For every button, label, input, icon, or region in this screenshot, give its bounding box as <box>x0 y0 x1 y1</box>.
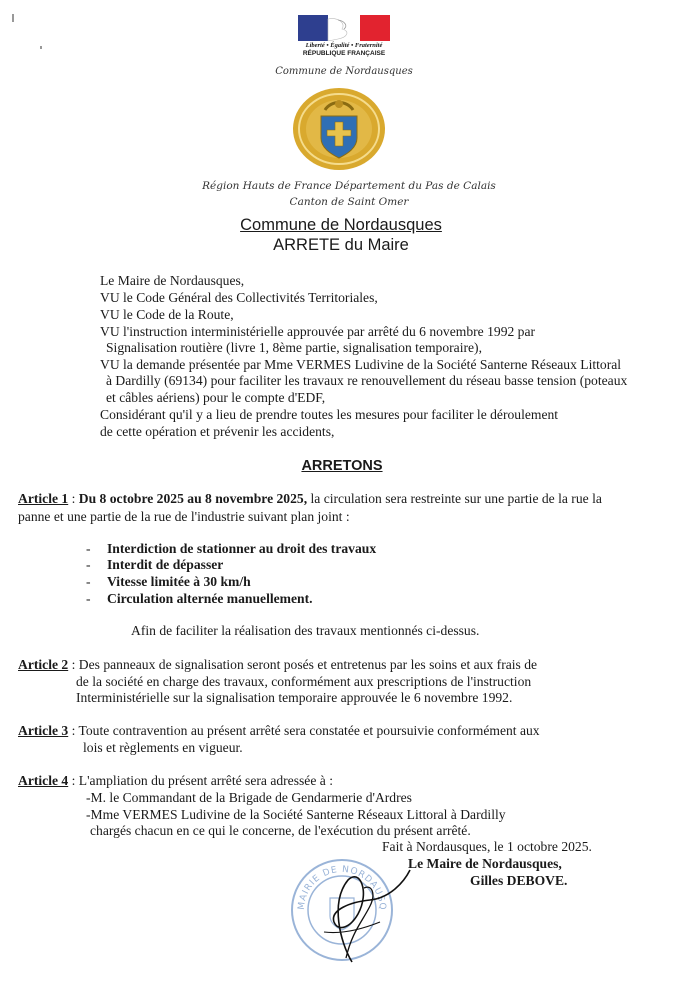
preamble-line: de cette opération et prévenir les accidents, <box>100 424 335 439</box>
signatory-name: Gilles DEBOVE. <box>470 873 568 888</box>
preamble-line: à Dardilly (69134) pour faciliter les travaux re renouvellement du réseau basse tension (poteaux <box>106 373 628 388</box>
list-item: - Vitesse limitée à 30 km/h <box>86 574 251 589</box>
list-item: - Interdit de dépasser <box>86 557 224 572</box>
preamble-line: VU l'instruction interministérielle approuvée par arrêté du 6 novembre 1992 par <box>100 324 536 339</box>
stamp-text: MAIRIE DE NORDAUSQ <box>296 864 388 912</box>
article-2-label: Article 2 <box>18 657 69 672</box>
preamble-line: et câbles aériens) pour le compte d'EDF, <box>106 390 326 405</box>
article-4-label: Article 4 <box>18 773 69 788</box>
article-4-line-4: chargés chacun en ce qui le concerne, de l'exécution du présent arrêté. <box>90 823 471 838</box>
preamble-line: Le Maire de Nordausques, <box>100 273 245 288</box>
french-flag-icon <box>298 15 390 41</box>
handwritten-signature <box>300 862 420 972</box>
list-item: - Circulation alternée manuellement. <box>86 591 313 606</box>
arretons-heading: ARRETONS <box>301 458 383 474</box>
preamble-line: Signalisation routière (livre 1, 8ème partie, signalisation temporaire), <box>106 340 482 355</box>
republic-label: RÉPUBLIQUE FRANÇAISE <box>302 50 386 57</box>
article-3-label: Article 3 <box>18 723 69 738</box>
article-2-line-1: Article 2 : Des panneaux de signalisation seront posés et entretenus par les soins et aux frais de <box>18 657 538 672</box>
list-item: - Interdiction de stationner au droit des travaux <box>86 541 377 556</box>
scan-mark <box>12 14 14 22</box>
article-3-line-1: Article 3 : Toute contravention au présent arrêté sera constatée et poursuivie conformément aux <box>18 723 540 738</box>
place-date: Fait à Nordausques, le 1 octobre 2025. <box>382 839 592 854</box>
article-2-line-2: de la société en charge des travaux, conformément aux prescriptions de l'instruction <box>76 674 532 689</box>
decree-title: ARRETE du Maire <box>273 236 409 254</box>
article-1-dates: Du 8 octobre 2025 au 8 novembre 2025, <box>78 491 308 506</box>
page-title: Commune de Nordausques <box>240 216 442 234</box>
article-1-line-2: panne et une partie de la rue de l'industrie suivant plan joint : <box>18 509 350 524</box>
article-4-line-2: -M. le Commandant de la Brigade de Gendarmerie d'Ardres <box>86 790 412 805</box>
commune-script-title: Commune de Nordausques <box>275 66 413 77</box>
article-2-line-3: Interministérielle sur la signalisation temporaire approuvée le 6 novembre 1992. <box>76 690 513 705</box>
preamble-line: VU le Code Général des Collectivités Territoriales, <box>100 290 378 305</box>
marianne-logo <box>298 15 390 41</box>
commune-seal <box>291 86 387 172</box>
article-3-line-2: lois et règlements en vigueur. <box>83 740 243 755</box>
preamble-line: VU le Code de la Route, <box>100 307 234 322</box>
article-1-note: Afin de faciliter la réalisation des travaux mentionnés ci-dessus. <box>131 623 480 638</box>
region-line: Région Hauts de France Département du Pas de Calais <box>202 180 496 192</box>
article-1-label: Article 1 <box>18 491 69 506</box>
preamble-line: VU la demande présentée par Mme VERMES Ludivine de la Société Santerne Réseaux Littoral <box>100 357 622 372</box>
article-4-line-3: -Mme VERMES Ludivine de la Société Santerne Réseaux Littoral à Dardilly <box>86 807 506 822</box>
motto: Liberté • Égalité • Fraternité <box>305 42 383 49</box>
scan-mark <box>40 46 42 49</box>
canton-line: Canton de Saint Omer <box>289 196 409 208</box>
preamble-line: Considérant qu'il y a lieu de prendre toutes les mesures pour faciliter le déroulement <box>100 407 559 422</box>
article-4-line-1: Article 4 : L'ampliation du présent arrêté sera adressée à : <box>18 773 333 788</box>
signatory-title: Le Maire de Nordausques, <box>408 856 562 871</box>
article-1-line-1: Article 1 : Du 8 octobre 2025 au 8 novembre 2025, la circulation sera restreinte sur une partie de la rue la <box>18 491 602 506</box>
